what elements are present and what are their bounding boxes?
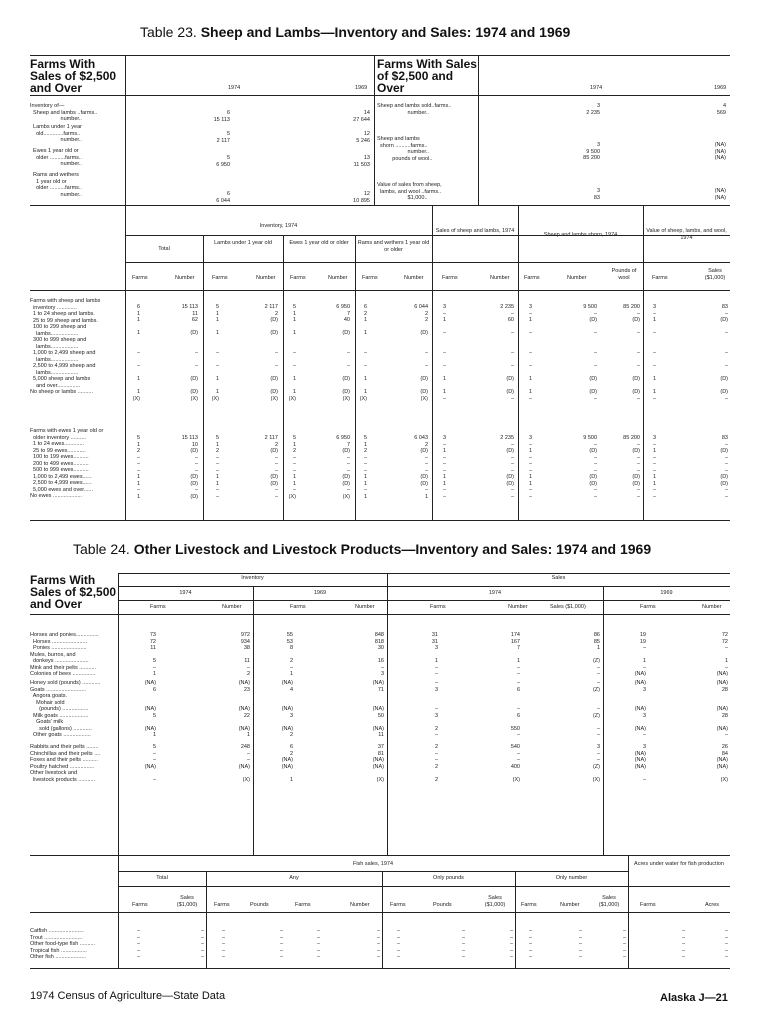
rule [30,968,730,969]
table-cell: – – – – – [724,928,728,960]
table-cell: 5 1 2 – – – 1 1 – 1 [363,435,367,500]
table-cell: 972 934 38 11 – 2 [240,632,250,677]
table-cell: – – (D) (D) (X) [342,350,350,402]
table-cell: – – – – – [578,928,582,960]
table-cell: – – 1 1 – [652,350,656,402]
header-lambs: Lambs under 1 year old [214,240,272,246]
table-cell: – – 1 1 (X) [359,350,367,402]
col-farms: Farms [430,604,446,610]
cell-1974: 3 2 235 [586,103,600,116]
table-cell: 9 500 – (D) – – – (D) (D) – – [583,435,597,500]
table-cell: 2 235 – (D) – – – (D) (D) – – [500,435,514,500]
rule [30,290,730,291]
table-cell: – – – – – [509,928,513,960]
table-cell: – – 1 1 (X) [211,350,219,402]
row-label: 300 to 999 sheep and lambs.................. 1,000 to 2,499 sheep and lambs.................. 2,500 to 4,999 sheep and lambs.................. 5,000 sheep and lambs and over............... No sheep or lambs .......... [30,337,96,395]
footer-right: Alaska J—21 [660,992,728,1004]
col-number: Number [175,275,195,281]
cell-1969: 4 569 [716,103,726,116]
rule [125,262,730,263]
col-acres: Acres [705,902,720,908]
row-label: Farms with ewes 1 year old or older inventory .......... 1 to 24 ewes............. 25 to 99 ewes............ 100 to 199 ewes.......... 200 to 499 ewes.......... 500 to 999 ewes.......... 1,000 to 2,499 ewes...... 2,500 to 4,999 ewes...... 5,000 ewes and over...... No ewes ................... [30,428,104,499]
table-cell: 2 235 – 60 – [500,304,514,336]
col-number: Number [508,604,528,610]
table-cell: 2 117 2 (D) – – – (D) (D) – – [264,435,278,500]
row-label: Sheep and lambs shorn ..........farms.. number.. pounds of wool.. [377,136,433,162]
year-1974: 1974 [179,590,192,596]
col-farms: Farms [212,275,228,281]
header-shorn: Sheep and lambs shorn, 1974 [543,232,618,238]
row-label: Ewes 1 year old or older ..........farms.. number.. [33,148,82,167]
row-label: Rabbits and their pelts ........ Chinchillas and their pelts .... Foxes and their pelts .......... Poultry hatched ................ Other livestock and livestock products ........... [30,744,101,783]
table-cell: (NA) 4 (NA) 3 (NA) 2 [281,680,293,738]
table-cell: – – (D) (D) – [632,350,640,402]
table-cell: 86 85 1 (Z) – – [592,632,600,677]
col-farms: Farms [214,902,230,908]
col-number: Number [328,275,348,281]
table-cell: 72 72 – 1 – (NA) [716,632,728,677]
rule [118,573,730,574]
year-1974: 1974 [228,85,241,91]
col-farms: Farms [652,275,668,281]
table-cell: – – 1 1 (X) [132,350,140,402]
table-cell: 3 – 1 – – – 1 1 – – [442,435,446,500]
header-value: Value of sheep, lambs, and wool, 1974 [646,228,727,241]
cell-1974: 5 2 117 [216,131,230,144]
col-sales: Sales ($1,000) [176,895,198,908]
cell-1974: 6 6 044 [216,191,230,204]
header-sales: Sales of sheep and lambs, 1974 [435,228,515,234]
col-number: Number [702,604,722,610]
table-cell: 248 – – (NA) (X) [238,744,250,783]
year-1969: 1969 [355,85,368,91]
table-cell: 83 – (D) – – – (D) (D) – – [720,435,728,500]
cell-1969: (NA) (NA) [714,188,726,201]
table-cell: 2 – – 2 2 [434,744,438,783]
col-number: Number [350,902,370,908]
row-label: Inventory of— Sheep and lambs ..farms.. number.. [30,103,98,122]
row-label: Catfish ....................... Trout ......................... Other food-type fish .......... Tropical fish ................. Other fish .................... [30,928,96,960]
table-cell: 3 – 1 – [652,304,656,336]
table-cell: – – – – – [221,928,225,960]
col-farms: Farms [295,902,311,908]
rule [374,55,375,205]
cell-1969: 14 27 644 [353,110,370,123]
table-cell: 6 044 2 2 (D) [414,304,428,336]
header-total: Total [158,246,170,252]
rule [30,55,730,56]
header-ewes: Ewes 1 year old or older [289,240,349,246]
table-cell: 3 – – (Z) (X) [592,744,600,783]
table-cell: – 6 – 6 550 – [510,680,520,738]
year-1974: 1974 [590,85,603,91]
table-cell: 3 (NA) (NA) (NA) – [634,744,646,783]
table-cell: (NA) 6 (NA) 5 (NA) 1 [144,680,156,738]
table-cell: – – (D) (D) – [589,350,597,402]
table-cell: 55 53 8 2 – 1 [286,632,293,677]
table-cell: 37 81 (NA) (NA) (X) [372,744,384,783]
footer-left: 1974 Census of Agriculture—State Data [30,990,226,1002]
row-label: Farms with sheep and lambs inventory ............. 1 to 24 sheep and lambs. 25 to 99 sheep and lambs. 100 to 299 sheep and lambs.................. [30,298,101,337]
col-number: Number [404,275,424,281]
table-cell: – – – – – [461,928,465,960]
table-cell: – – – – – [396,928,400,960]
col-farms: Farms [290,604,306,610]
col-farms: Farms [132,275,148,281]
table-cell: – – (D) (D) (X) [420,350,428,402]
table24-title-text: Other Livestock and Livestock Products—Inventory and Sales: 1974 and 1969 [133,541,652,557]
header-inventory: Inventory [241,575,264,581]
col-farms: Farms [290,275,306,281]
table-cell: 174 167 7 1 – – [510,632,520,677]
rule [118,600,730,601]
col-pounds: Pounds of wool [611,268,637,281]
table-cell: (NA) 28 (NA) 28 (NA) – [716,680,728,738]
cell-1969: 12 5 246 [356,131,370,144]
header-any: Any [289,875,299,881]
row-label: Honey sold (pounds) ............ Goats .......................... Angora goats. Mohair sold (pounds) ................. Milk goats ................... Goats' milk sold (gallons) ............ Other goats .................. [30,680,101,738]
header-acres: Acres under water for fish production [634,861,724,867]
col-number: Number [490,275,510,281]
col-number: Number [567,275,587,281]
col-farms: Farms [390,902,406,908]
header-sales: Sales [551,575,566,581]
cell-1974: 5 6 950 [216,155,230,168]
table-cell: 6 1 1 1 [136,304,140,336]
row-label: Horses and ponies............... Horses ....................... Ponies ....................... Mules, burros, and donkeys ...................... Mink and their pelts ........... Colonies of bees ............... [30,632,99,677]
table-cell: – – – – – [316,928,320,960]
rule [628,855,629,968]
col-pounds: Pounds [433,902,452,908]
table-cell: 85 200 – (D) – [623,304,640,336]
table-cell: – – – – – [622,928,626,960]
table-cell: 3 – 1 – – – 1 1 – – [528,435,532,500]
rule [30,614,730,615]
table-cell: 6 2 (NA) (NA) 1 [281,744,293,783]
rule [30,520,730,521]
table-cell: – – (D) (D) (X) [270,350,278,402]
year-1969: 1969 [714,85,727,91]
rule [125,55,126,205]
table-cell: 3 – 1 – – – 1 1 – – [652,435,656,500]
table-cell: 85 200 – (D) – – – (D) (D) – – [623,435,640,500]
table-cell: – – – – – [279,928,283,960]
table-cell: – – (D) (D) – [720,350,728,402]
col-farms: Farms [150,604,166,610]
table-cell: (NA) 71 (NA) 50 (NA) 11 [372,680,384,738]
table-cell: – – – – – [681,928,685,960]
col-farms: Farms [521,902,537,908]
row-label: Sheep and lambs sold..farms.. number.. [377,103,452,116]
col-farms: Farms [640,604,656,610]
table-cell: 19 19 – 1 – (NA) [634,632,646,677]
table-cell: – (Z) – (Z) – – [592,680,600,738]
table-cell: 3 – 1 – [528,304,532,336]
rule [118,871,628,872]
rule [30,912,730,913]
table-cell: 73 72 11 5 – 1 [149,632,156,677]
table-cell: 5 1 2 – – – 1 1 – 1 [136,435,140,500]
cell-1974: 6 15 113 [213,110,230,123]
year-1969: 1969 [660,590,673,596]
col-farms: Farms [442,275,458,281]
table23-title: Table 23. Sheep and Lambs—Inventory and Sales: 1974 and 1969 [140,24,571,40]
table24-stub-header: Farms With Sales of $2,500 and Over [30,573,117,611]
cell-1969: 13 11 503 [353,155,370,168]
col-sales: Sales ($1,000) [598,895,620,908]
col-pounds: Pounds [250,902,269,908]
rule [118,586,730,587]
table-cell: 5 1 2 – – – 1 1 – – [215,435,219,500]
table-cell: – – (D) (D) – [506,350,514,402]
table-cell: (NA) 3 (NA) 3 (NA) – [634,680,646,738]
table24-title: Table 24. Other Livestock and Livestock Products—Inventory and Sales: 1974 and 1969 [73,541,652,557]
table-cell: 5 – – (NA) – [144,744,156,783]
col-sales: Sales ($1,000) [704,268,726,281]
table-cell: 26 84 (NA) (NA) (X) [716,744,728,783]
table-cell: – – – – – [200,928,204,960]
table23-title-text: Sheep and Lambs—Inventory and Sales: 1974 and 1969 [200,24,571,40]
col-sales: Sales ($1,000) [550,604,586,610]
header-only-number: Only number [555,875,588,881]
header-only-pounds: Only pounds [433,875,464,881]
rule [478,55,479,205]
col-number: Number [355,604,375,610]
row-label: Value of sales from sheep, lambs, and wool ..farms.. $1,000.. [377,182,442,201]
table-cell: – – (D) (D) (X) [190,350,198,402]
header-inventory: Inventory, 1974 [259,223,298,229]
year-1969: 1969 [313,590,327,596]
table-cell: – – 1 1 (X) [288,350,296,402]
col-number: Number [222,604,242,610]
col-number: Number [560,902,580,908]
header-fish-sales: Fish sales, 1974 [352,861,394,867]
table-cell: 6 950 7 40 (D) [336,304,350,336]
table-cell: – – – – – [376,928,380,960]
table-cell: – – – – – [528,928,532,960]
table-cell: 6 043 2 (D) – – – (D) (D) – 1 [414,435,428,500]
year-1974: 1974 [488,590,502,596]
header-rams: Rams and wethers 1 year old or older [357,240,430,253]
row-label: Rams and wethers 1 year old or older ..........farms.. number.. [33,172,82,198]
col-number: Number [256,275,276,281]
col-farms: Farms [524,275,540,281]
table-cell: 6 950 7 (D) – – – (D) (D) – (X) [336,435,350,500]
cell-1974: 3 9 500 85 200 [583,142,600,161]
table-cell: 2 117 2 (D) (D) [264,304,278,336]
rule [118,886,730,887]
table-cell: – – – – – [136,928,140,960]
table-cell: 9 500 – (D) – [583,304,597,336]
table-cell: 540 – – 400 (X) [510,744,520,783]
rule [30,205,730,206]
col-farms: Farms [132,902,148,908]
table-cell: 83 – (D) – [720,304,728,336]
table-cell: 31 31 3 1 – – [431,632,438,677]
col-farms: Farms [640,902,656,908]
row-label: Lambs under 1 year old.............farms.. number.. [33,124,82,143]
table23-stub-header-left: Farms With Sales of $2,500 and Over [30,57,117,95]
cell-1969: (NA) (NA) (NA) [714,142,726,161]
table23-stub-header-right: Farms With Sales of $2,500 and Over [377,57,477,95]
table-cell: 5 1 1 1 [215,304,219,336]
rule [30,95,730,96]
table-cell: 15 113 10 (D) – – – (D) (D) – (D) [181,435,198,500]
table-cell: 5 1 2 – – – 1 1 – (X) [288,435,296,500]
table-cell: 3 – 1 – [442,304,446,336]
table-cell: – – 1 1 – [442,350,446,402]
table-cell: 6 2 1 1 [363,304,367,336]
rule [30,855,730,856]
table-cell: – – 1 1 – [528,350,532,402]
table-cell: 5 1 1 1 [292,304,296,336]
header-total: Total [156,875,168,881]
col-farms: Farms [362,275,378,281]
col-sales: Sales ($1,000) [484,895,506,908]
table-cell: 848 818 30 16 – 3 [374,632,384,677]
table-cell: 15 113 11 62 (D) [181,304,198,336]
cell-1969: 12 10 895 [353,191,370,204]
table-cell: (NA) 23 (NA) 22 (NA) 1 [238,680,250,738]
cell-1974: 3 83 [593,188,600,201]
table-cell: – 3 – 3 2 – [434,680,438,738]
